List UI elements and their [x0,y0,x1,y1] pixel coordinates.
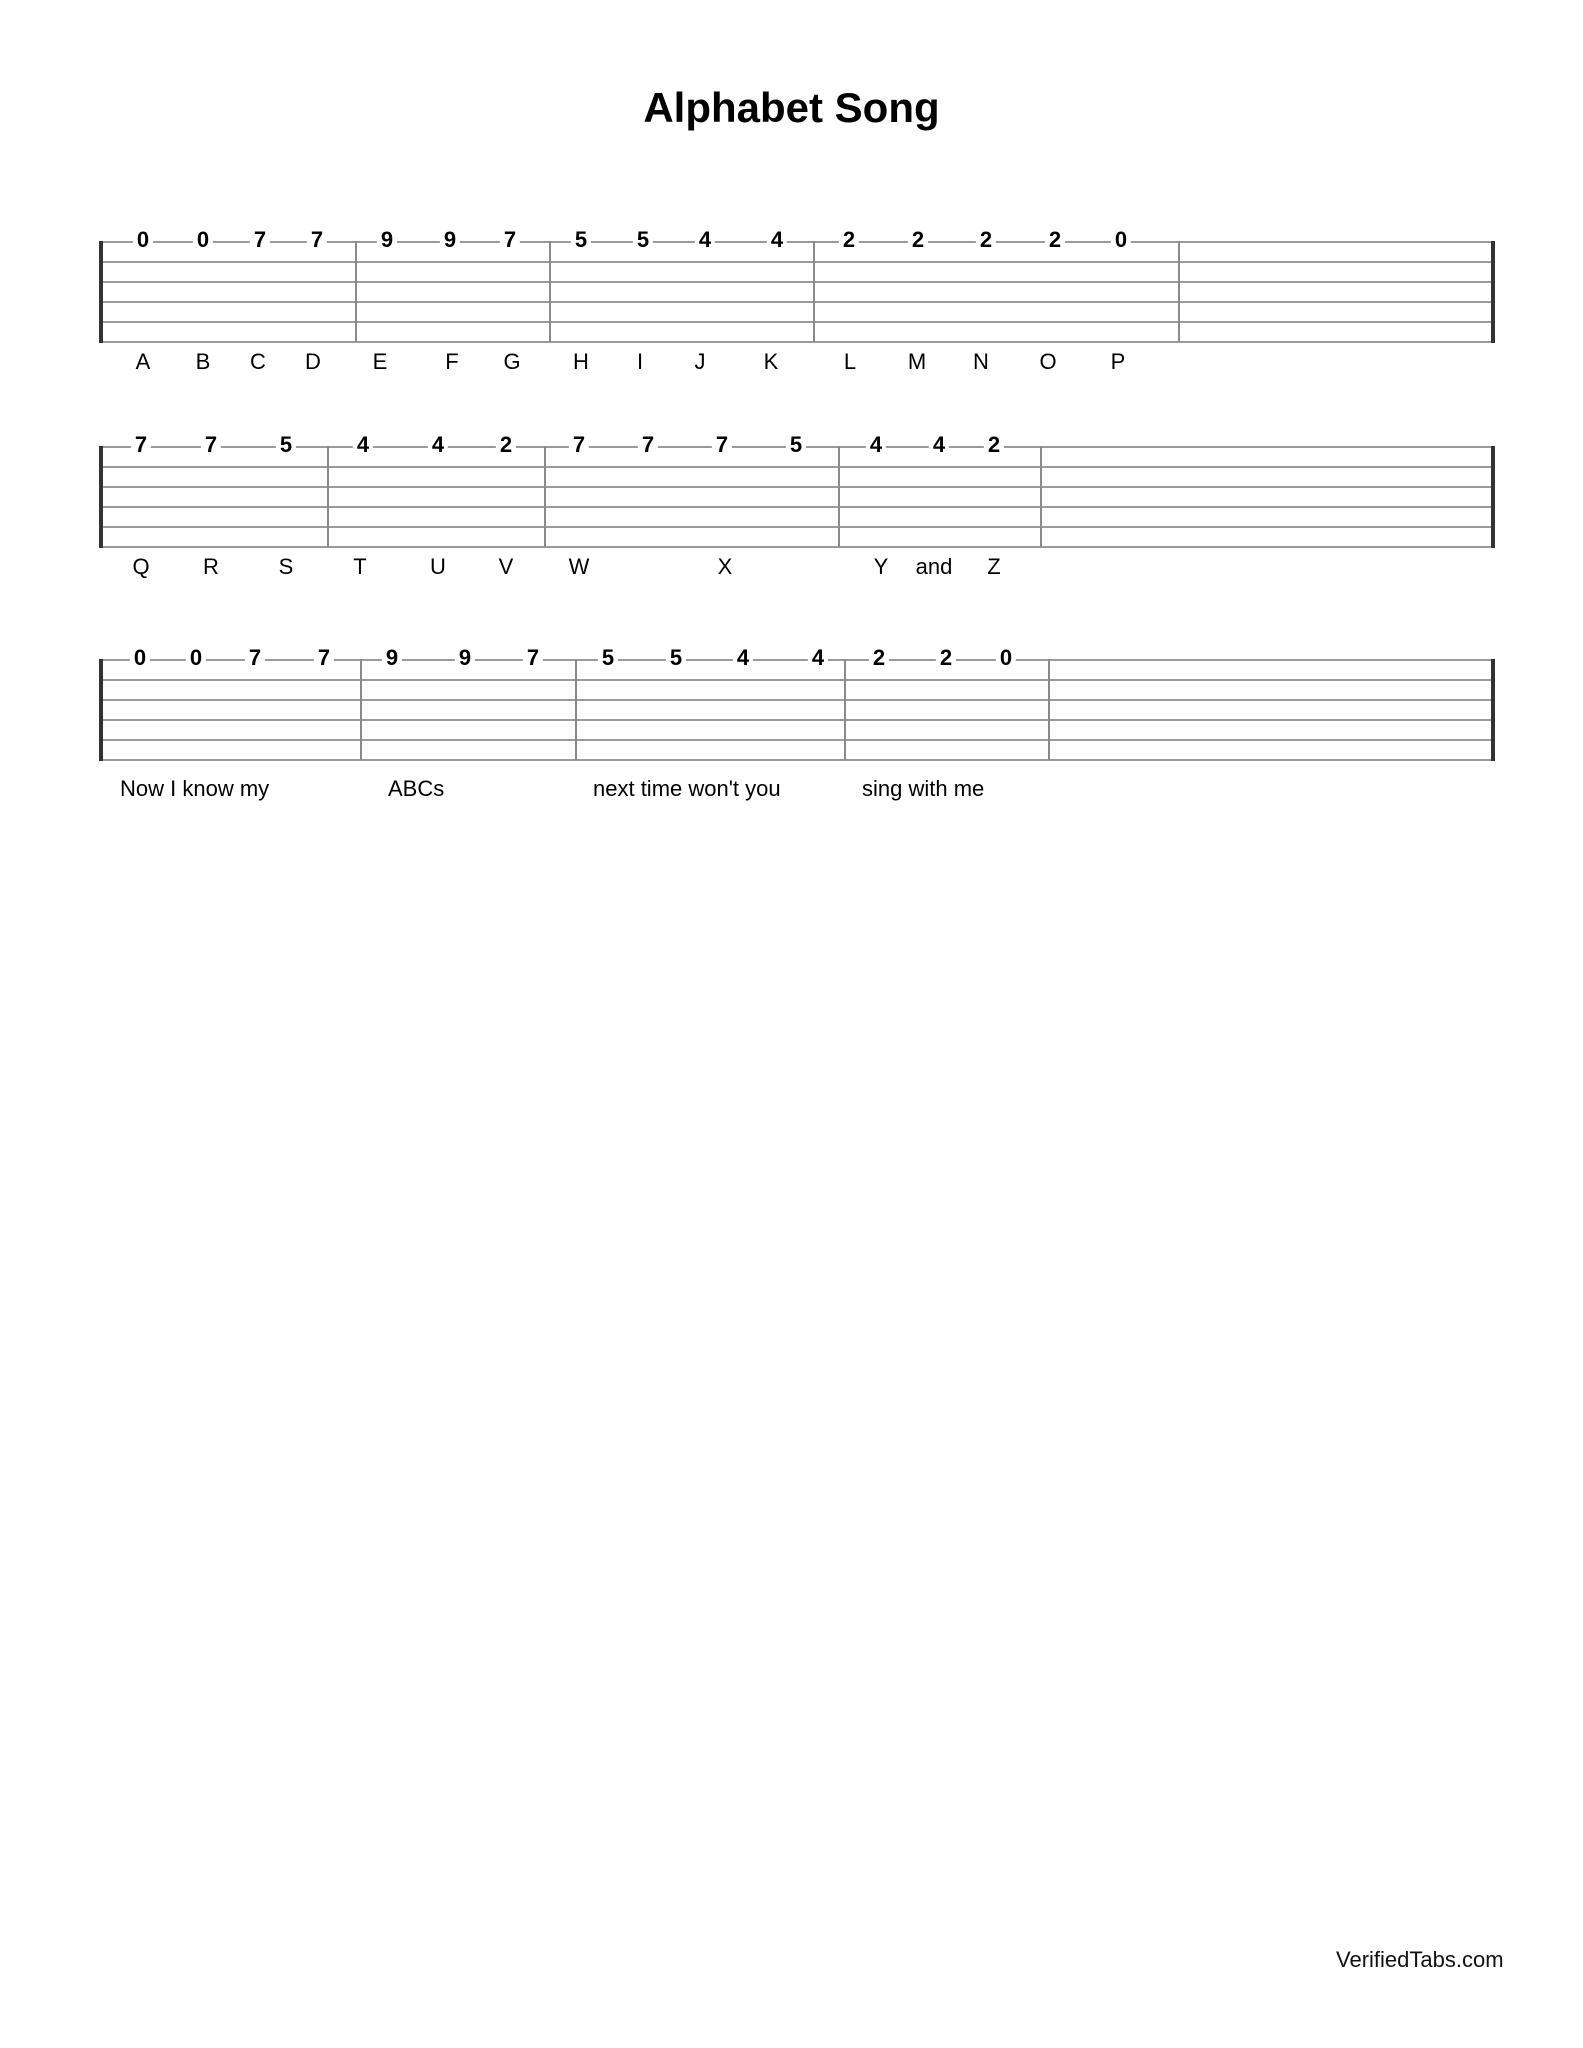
song-title: Alphabet Song [643,84,940,131]
end-barline [1491,659,1495,761]
string-line [99,699,1495,701]
barline [1048,659,1050,760]
string-line [99,719,1495,721]
fret-number: 5 [571,228,591,252]
letter-label: Q [132,554,150,579]
letter-label: Y [873,554,889,579]
string-line [99,321,1495,323]
fret-number: 7 [245,646,265,670]
fret-number: 7 [201,433,221,457]
fret-number: 4 [353,433,373,457]
letter-label: J [694,349,706,374]
letter-label: M [907,349,927,374]
fret-number: 4 [767,228,787,252]
fret-number: 9 [455,646,475,670]
fret-number: 0 [1111,228,1131,252]
fret-number: 7 [638,433,658,457]
end-barline [1491,446,1495,548]
fret-number: 5 [786,433,806,457]
fret-number: 2 [908,228,928,252]
letter-label: S [278,554,294,579]
fret-number: 5 [633,228,653,252]
fret-number: 2 [869,646,889,670]
barline [1040,446,1042,547]
letter-label: Z [987,554,1001,579]
string-line [99,281,1495,283]
fret-number: 2 [496,433,516,457]
letter-label: D [305,349,321,374]
string-line [99,261,1495,263]
barline [544,446,546,547]
lyric-text: next time won't you [593,776,781,801]
tab-staff-2 [99,432,1495,546]
end-barline [1491,241,1495,343]
letter-label: A [135,349,151,374]
fret-number: 0 [130,646,150,670]
string-line [99,486,1495,488]
letter-label: G [503,349,521,374]
site-credit: VerifiedTabs.com [1336,1947,1504,1972]
fret-number: 5 [666,646,686,670]
letter-label: W [568,554,590,579]
letter-label: H [573,349,589,374]
barline [327,446,329,547]
letter-label: T [353,554,367,579]
fret-number: 7 [500,228,520,252]
barline [1178,241,1180,342]
letter-label: K [763,349,779,374]
fret-number: 4 [866,433,886,457]
lyric-text: sing with me [862,776,985,801]
string-line [99,301,1495,303]
string-line [99,466,1495,468]
fret-number: 7 [523,646,543,670]
fret-number: 4 [428,433,448,457]
fret-number: 7 [307,228,327,252]
tab-staff-1 [99,227,1495,341]
barline [360,659,362,760]
string-line [99,659,1495,661]
fret-number: 7 [569,433,589,457]
letter-label: V [498,554,514,579]
fret-number: 5 [276,433,296,457]
letter-label: X [717,554,733,579]
letter-label: R [203,554,219,579]
string-line [99,739,1495,741]
fret-number: 0 [186,646,206,670]
letter-label: E [372,349,388,374]
fret-number: 2 [936,646,956,670]
letter-label: O [1039,349,1057,374]
fret-number: 4 [695,228,715,252]
fret-number: 9 [382,646,402,670]
fret-number: 2 [976,228,996,252]
fret-number: 2 [839,228,859,252]
letter-label: N [973,349,989,374]
fret-number: 9 [440,228,460,252]
fret-number: 4 [733,646,753,670]
string-line [99,526,1495,528]
fret-number: 4 [808,646,828,670]
fret-number: 2 [1045,228,1065,252]
lyric-text: Now I know my [120,776,270,801]
string-line [99,341,1495,343]
barline [575,659,577,760]
fret-number: 0 [193,228,213,252]
barline [549,241,551,342]
fret-number: 0 [133,228,153,252]
tab-staff-3 [99,645,1495,759]
barline [838,446,840,547]
start-barline [99,446,103,548]
lyric-text: ABCs [388,776,445,801]
string-line [99,679,1495,681]
letter-label: I [636,349,644,374]
string-line [99,546,1495,548]
start-barline [99,659,103,761]
letter-label: U [430,554,446,579]
fret-number: 7 [712,433,732,457]
barline [844,659,846,760]
fret-number: 5 [598,646,618,670]
fret-number: 0 [996,646,1016,670]
fret-number: 9 [377,228,397,252]
letter-label: and [915,554,953,579]
string-line [99,759,1495,761]
barline [355,241,357,342]
letter-label: B [195,349,211,374]
fret-number: 7 [250,228,270,252]
letter-label: C [250,349,266,374]
fret-number: 7 [131,433,151,457]
letter-label: P [1110,349,1126,374]
fret-number: 4 [929,433,949,457]
string-line [99,506,1495,508]
start-barline [99,241,103,343]
fret-number: 2 [984,433,1004,457]
letter-label: L [843,349,857,374]
letter-label: F [445,349,459,374]
barline [813,241,815,342]
fret-number: 7 [314,646,334,670]
